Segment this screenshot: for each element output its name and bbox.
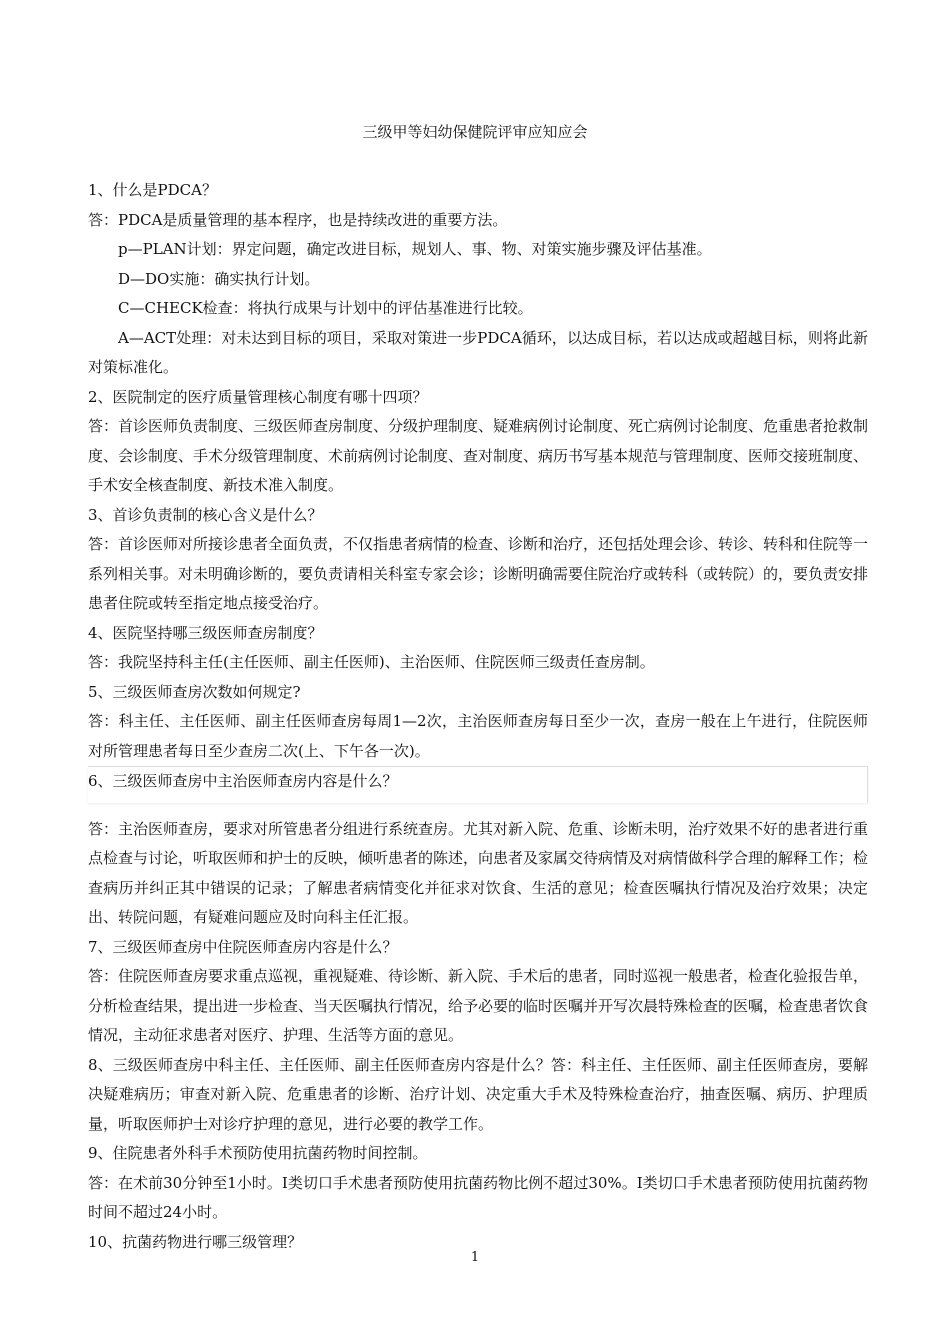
document-body bbox=[88, 176, 868, 1257]
answer-5: 答：科主任、主任医师、副主任医师查房每周1—2次，主治医师查房每日至少一次，查房一般在上午进行，住院医师对所管理患者每日至少查房二次(上、下午各一次)。 bbox=[88, 712, 868, 760]
answer-9: 答：在术前30分钟至1小时。Ⅰ类切口手术患者预防使用抗菌药物比例不超过30%。Ⅰ类切口手术患者预防使用抗菌药物时间不超过24小时。 bbox=[88, 1173, 868, 1221]
question-4: 4、医院坚持哪三级医师查房制度？ bbox=[88, 623, 323, 642]
answer-3: 答：首诊医师对所接诊患者全面负责，不仅指患者病情的检查、诊断和治疗，还包括处理会诊、转诊、转科和住院等一系列相关事。对未明确诊断的，要负责请相关科室专家会诊；诊断明确需要住院治疗或转科（或转院）的，要负责安排患者住院或转至指定地点接受治疗。 bbox=[88, 535, 869, 612]
answer-4: 答：我院坚持科主任(主任医师、副主任医师)、主治医师、住院医师三级责任查房制。 bbox=[88, 653, 655, 671]
answer-1-act: A—ACT处理：对未达到目标的项目，采取对策进一步PDCA循环，以达成目标，若以达成或超越目标，则将此新对策标准化。 bbox=[88, 328, 868, 376]
answer-6: 答：主治医师查房，要求对所管患者分组进行系统查房。尤其对新入院、危重、诊断未明，治疗效果不好的患者进行重点检查与讨论，听取医师和护士的反映，倾听患者的陈述，向患者及家属交待病情及对病情做科学合理的解释工作；检查病历并纠正其中错误的记录；了解患者病情变化并征求对饮食、生活的意见；检查医嘱执行情况及治疗效果；决定出、转院问题，有疑难问题应及时向科主任汇报。 bbox=[88, 819, 869, 926]
question-7: 7、三级医师查房中住院医师查房内容是什么？ bbox=[88, 937, 398, 956]
answer-1-check: C—CHECK检查：将执行成果与计划中的评估基准进行比较。 bbox=[118, 299, 533, 317]
question-1: 1、什么是PDCA？ bbox=[88, 181, 217, 199]
answer-7: 答：住院医师查房要求重点巡视，重视疑难、待诊断、新入院、手术后的患者，同时巡视一般患者，检查化验报告单，分析检查结果，提出进一步检查、当天医嘱执行情况，给予必要的临时医嘱并开写次晨特殊检查的医嘱，检查患者饮食情况，主动征求患者对医疗、护理、生活等方面的意见。 bbox=[88, 967, 869, 1044]
question-2: 2、医院制定的医疗质量管理核心制度有哪十四项？ bbox=[88, 387, 428, 406]
question-3: 3、首诊负责制的核心含义是什么？ bbox=[88, 505, 323, 524]
question-10: 10、抗菌药物进行哪三级管理？ bbox=[88, 1232, 303, 1251]
question-8: 8、三级医师查房中科主任、主任医师、副主任医师查房内容是什么？答：科主任、主任医师、副主任医师查房，要解决疑难病历；审查对新入院、危重患者的诊断、治疗计划、决定重大手术及特殊检查治疗，抽查医嘱、病历、护理质量，听取医师护士对诊疗护理的意见，进行必要的教学工作。 bbox=[88, 1055, 868, 1133]
question-5: 5、三级医师查房次数如何规定? bbox=[88, 682, 301, 701]
answer-1-do: D—DO实施：确实执行计划。 bbox=[118, 269, 320, 288]
page-title: 三级甲等妇幼保健院评审应知应会 bbox=[362, 123, 588, 141]
question-9: 9、住院患者外科手术预防使用抗菌药物时间控制。 bbox=[88, 1144, 428, 1162]
answer-2: 答：首诊医师负责制度、三级医师查房制度、分级护理制度、疑难病例讨论制度、死亡病例讨论制度、危重患者抢救制度、会诊制度、手术分级管理制度、术前病例讨论制度、查对制度、病历书写基本规范与管理制度、医师交接班制度、手术安全核查制度、新技术准入制度。 bbox=[88, 417, 869, 494]
answer-1-plan: p—PLAN计划：界定问题，确定改进目标，规划人、事、物、对策实施步骤及评估基准。 bbox=[118, 240, 712, 258]
question-6: 6、三级医师查房中主治医师查房内容是什么？ bbox=[88, 766, 868, 803]
page-number: 1 bbox=[470, 1250, 480, 1265]
answer-1: 答：PDCA是质量管理的基本程序，也是持续改进的重要方法。 bbox=[88, 210, 508, 229]
